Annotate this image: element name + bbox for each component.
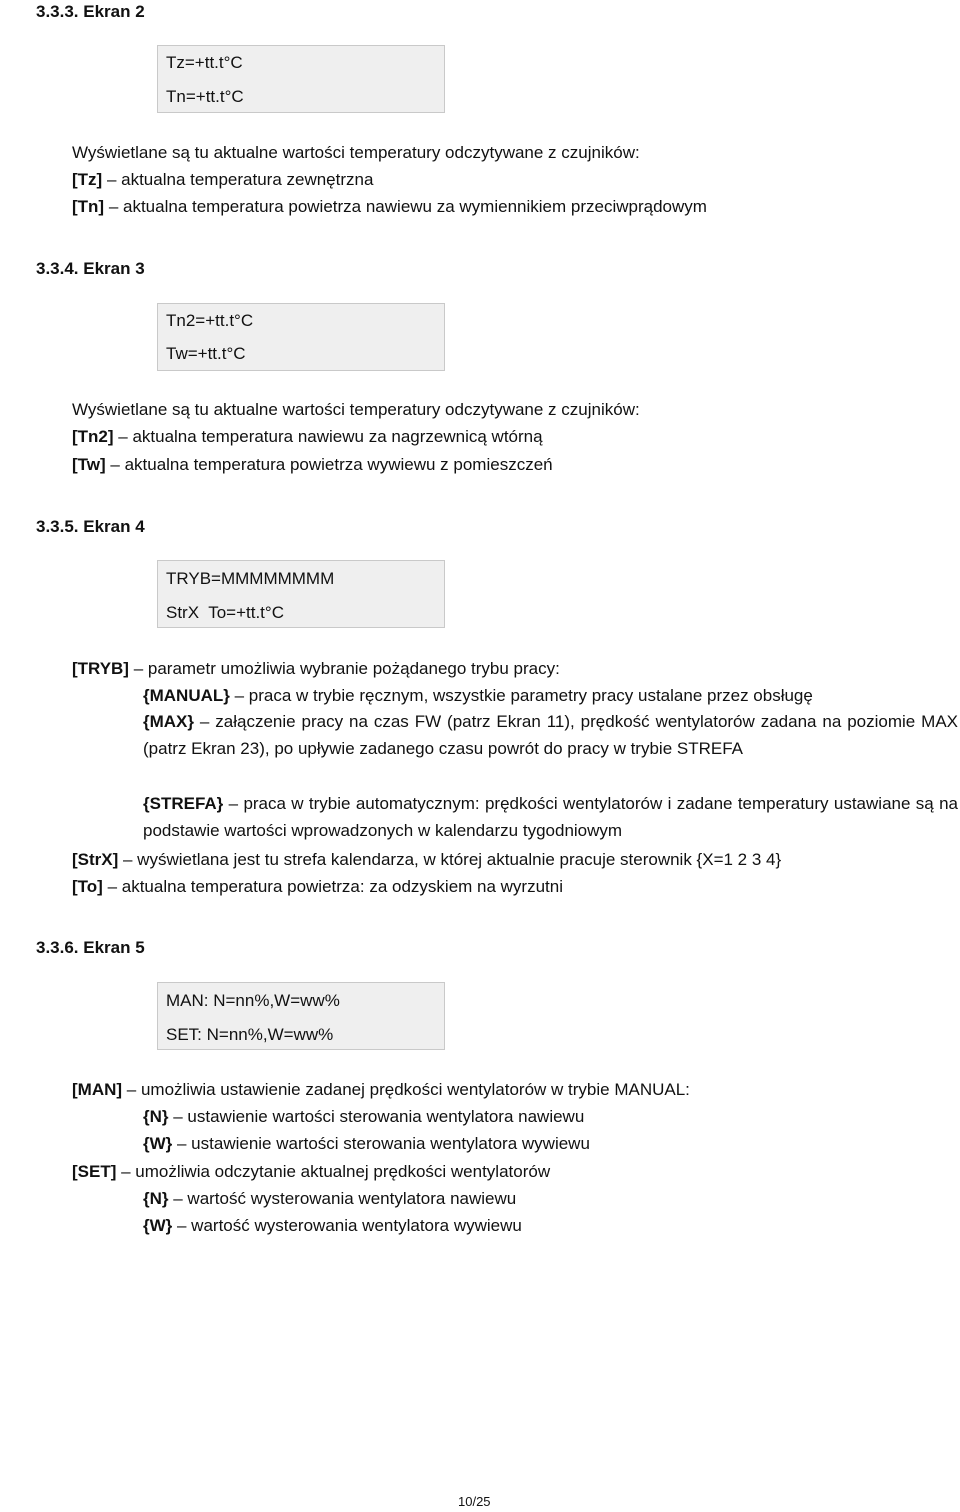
definition-tag: [MAN] [72,1080,123,1099]
definition-man-w [143,1134,590,1154]
definition-tag: {W} [143,1216,173,1235]
definition-tn [72,197,707,217]
definition-strx [72,850,781,870]
definition-text: – parametr umożliwia wybranie pożądanego trybu pracy: [128,659,560,678]
lcd-line-tn: Tn=+tt.t°C [166,87,244,106]
lcd-line-tryb: TRYB=MMMMMMMM [166,569,335,588]
definition-tag: [TRYB] [72,659,129,678]
definition-text: – ustawienie wartości sterowania wentylatora wywiewu [172,1134,590,1153]
definition-text: – aktualna temperatura zewnętrzna [102,170,374,189]
option-max [143,708,958,762]
lcd-line-tn2: Tn2=+tt.t°C [166,311,254,330]
section-heading-ekran-2: 3.3.3. Ekran 2 [36,2,145,21]
paragraph-intro: Wyświetlane są tu aktualne wartości temperatury odczytywane z czujników: [72,400,640,419]
definition-tn2 [72,427,543,447]
section-heading-ekran-5: 3.3.6. Ekran 5 [36,938,145,957]
lcd-line-tw: Tw=+tt.t°C [166,344,246,363]
definition-tag: [SET] [72,1162,117,1181]
definition-man-n [143,1107,584,1127]
definition-tag: [Tw] [72,455,106,474]
definition-tag: [Tz] [72,170,103,189]
definition-tz [72,170,373,190]
definition-tag: {W} [143,1134,173,1153]
option-tag: {MANUAL} [143,686,230,705]
definition-set-n [143,1189,516,1209]
option-tag: {MAX} [143,712,195,731]
definition-text: – umożliwia odczytanie aktualnej prędkości wentylatorów [116,1162,551,1181]
definition-text: – aktualna temperatura powietrza: za odzyskiem na wyrzutni [102,877,564,896]
definition-text: – wyświetlana jest tu strefa kalendarza, w której aktualnie pracuje sterownik {X=1 2 3 4} [118,850,782,869]
page-number: 10/25 [458,1494,491,1509]
paragraph-intro: Wyświetlane są tu aktualne wartości temperatury odczytywane z czujników: [72,143,640,162]
definition-set [72,1162,550,1182]
option-strefa [143,790,958,844]
lcd-display-ekran-3 [157,303,445,371]
definition-tag: [Tn2] [72,427,114,446]
section-heading-ekran-4: 3.3.5. Ekran 4 [36,517,145,536]
definition-set-w [143,1216,522,1236]
lcd-line-strx-to: StrX To=+tt.t°C [166,603,284,622]
definition-tw [72,455,553,475]
definition-text: – aktualna temperatura powietrza nawiewu za wymiennikiem przeciwprądowym [104,197,707,216]
lcd-display-ekran-4 [157,560,445,628]
definition-text: – umożliwia ustawienie zadanej prędkości wentylatorów w trybie MANUAL: [122,1080,690,1099]
option-manual [143,686,813,706]
definition-text: – ustawienie wartości sterowania wentylatora nawiewu [168,1107,585,1126]
lcd-line-man: MAN: N=nn%,W=ww% [166,991,340,1010]
lcd-display-ekran-2 [157,45,445,113]
lcd-line-tz: Tz=+tt.t°C [166,53,243,72]
definition-man [72,1080,690,1100]
option-text: – załączenie pracy na czas FW (patrz Ekran 11), prędkość wentylatorów zadana na poziomie MAX (patrz Ekran 23), po upływie zadanego czasu powrót do pracy w trybie STREFA [143,712,958,758]
definition-tag: {N} [143,1107,169,1126]
definition-text: – aktualna temperatura powietrza wywiewu z pomieszczeń [105,455,553,474]
lcd-line-set: SET: N=nn%,W=ww% [166,1025,334,1044]
definition-tryb [72,659,560,679]
section-heading-ekran-3: 3.3.4. Ekran 3 [36,259,145,278]
option-tag: {STREFA} [143,794,224,813]
lcd-display-ekran-5 [157,982,445,1050]
definition-tag: [To] [72,877,103,896]
definition-to [72,877,563,897]
definition-text: – wartość wysterowania wentylatora nawiewu [168,1189,517,1208]
option-text: – praca w trybie automatycznym: prędkości wentylatorów i zadane temperatury ustawiane są na podstawie wartości wprowadzonych w kalendarzu tygodniowym [143,794,958,840]
definition-tag: [StrX] [72,850,119,869]
definition-tag: [Tn] [72,197,105,216]
option-text: – praca w trybie ręcznym, wszystkie parametry pracy ustalane przez obsługę [229,686,813,705]
definition-tag: {N} [143,1189,169,1208]
definition-text: – wartość wysterowania wentylatora wywiewu [172,1216,522,1235]
definition-text: – aktualna temperatura nawiewu za nagrzewnicą wtórną [113,427,543,446]
